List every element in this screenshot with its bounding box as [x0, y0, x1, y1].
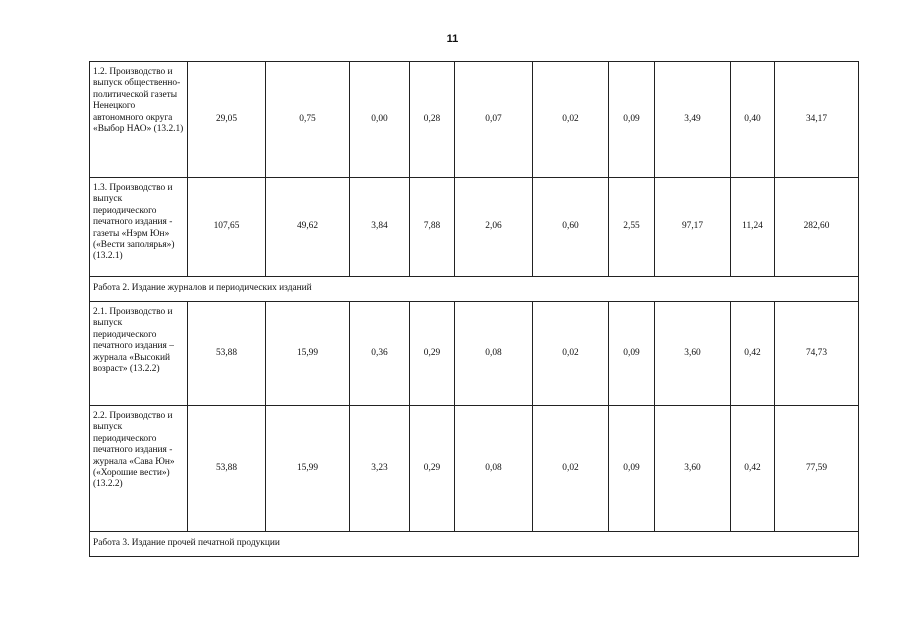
- page-number: 11: [446, 33, 459, 45]
- total-cell: 77,59: [775, 406, 859, 532]
- value-cell: 3,60: [655, 302, 731, 406]
- value-cell: 15,99: [266, 406, 350, 532]
- section-heading: Работа 3. Издание прочей печатной продукции: [90, 532, 859, 557]
- section-row: [90, 532, 859, 557]
- value-cell: 53,88: [188, 302, 266, 406]
- value-cell: 0,42: [731, 406, 775, 532]
- value-cell: 0,75: [266, 62, 350, 178]
- value-cell: 3,60: [655, 406, 731, 532]
- value-cell: 0,08: [455, 302, 533, 406]
- row-name-cell: 2.1. Производство и выпуск периодического печатного издания – журнала «Высокий возраст» (13.2.2): [90, 302, 188, 406]
- value-cell: 0,02: [533, 406, 609, 532]
- table-row: [90, 302, 859, 406]
- table-row: [90, 178, 859, 277]
- value-cell: 0,29: [410, 302, 455, 406]
- value-cell: 0,09: [609, 406, 655, 532]
- value-cell: 53,88: [188, 406, 266, 532]
- value-cell: 0,02: [533, 62, 609, 178]
- section-heading: Работа 2. Издание журналов и периодических изданий: [90, 277, 859, 302]
- value-cell: 11,24: [731, 178, 775, 277]
- value-cell: 0,60: [533, 178, 609, 277]
- value-cell: 2,55: [609, 178, 655, 277]
- value-cell: 0,29: [410, 406, 455, 532]
- section-row: [90, 277, 859, 302]
- total-cell: 74,73: [775, 302, 859, 406]
- value-cell: 3,23: [350, 406, 410, 532]
- total-cell: 34,17: [775, 62, 859, 178]
- budget-table: [89, 61, 859, 557]
- value-cell: 107,65: [188, 178, 266, 277]
- row-name-cell: 2.2. Производство и выпуск периодического печатного издания - журнала «Сава Юн» («Хорошие вести») (13.2.2): [90, 406, 188, 532]
- row-name-cell: 1.2. Производство и выпуск общественно-политической газеты Ненецкого автономного округа «Выбор НАО» (13.2.1): [90, 62, 188, 178]
- value-cell: 0,09: [609, 62, 655, 178]
- value-cell: 49,62: [266, 178, 350, 277]
- value-cell: 0,09: [609, 302, 655, 406]
- value-cell: 0,08: [455, 406, 533, 532]
- value-cell: 3,84: [350, 178, 410, 277]
- table-row: [90, 62, 859, 178]
- table-row: [90, 406, 859, 532]
- value-cell: 7,88: [410, 178, 455, 277]
- row-name-cell: 1.3. Производство и выпуск периодического печатного издания - газеты «Нэрм Юн» («Вести заполярья») (13.2.1): [90, 178, 188, 277]
- value-cell: 0,07: [455, 62, 533, 178]
- value-cell: 0,40: [731, 62, 775, 178]
- value-cell: 0,00: [350, 62, 410, 178]
- value-cell: 0,28: [410, 62, 455, 178]
- value-cell: 15,99: [266, 302, 350, 406]
- value-cell: 29,05: [188, 62, 266, 178]
- value-cell: 3,49: [655, 62, 731, 178]
- value-cell: 0,02: [533, 302, 609, 406]
- total-cell: 282,60: [775, 178, 859, 277]
- value-cell: 97,17: [655, 178, 731, 277]
- value-cell: 2,06: [455, 178, 533, 277]
- value-cell: 0,36: [350, 302, 410, 406]
- value-cell: 0,42: [731, 302, 775, 406]
